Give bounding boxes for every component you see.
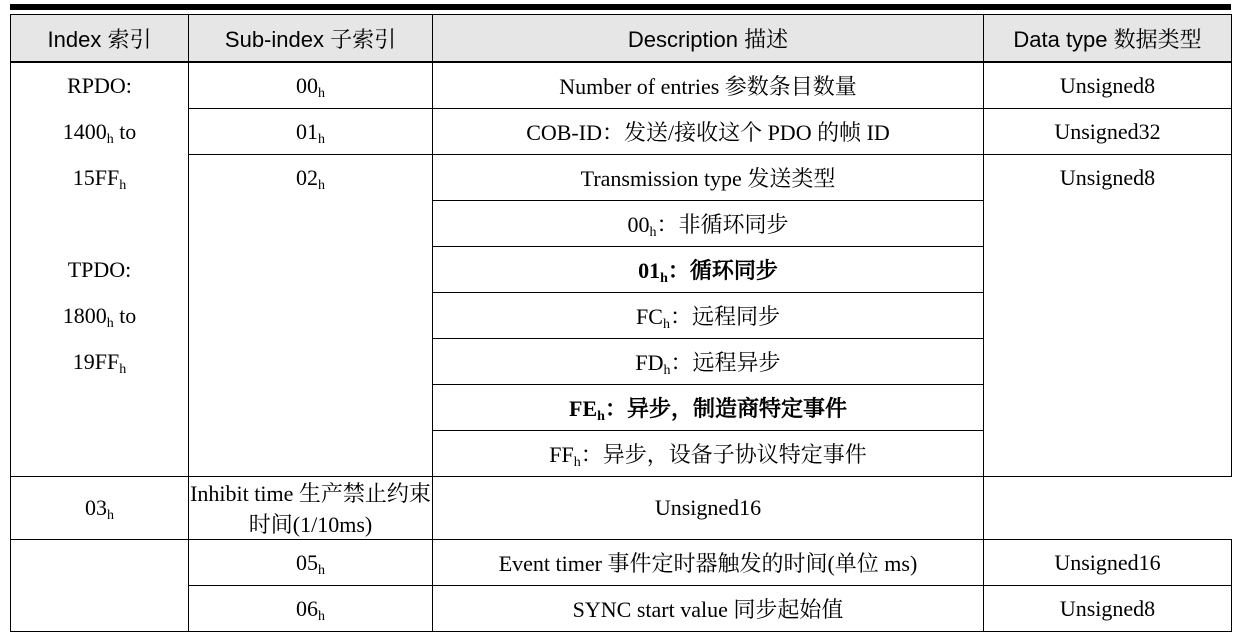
header-index: Index 索引 [11,15,189,63]
subindex-cell: $02_h$ [189,155,433,477]
description-cell: SYNC start value 同步起始值 [433,586,984,632]
rpdo-range-start: $1400_h$ to [62,119,137,147]
tpdo-range-end: $19FF_h$ [72,349,127,377]
index-cell [11,62,189,477]
rpdo-label: RPDO: [67,73,132,98]
header-row [11,15,1232,63]
transmission-option: $FE_h$：异步，制造商特定事件 [433,385,984,431]
datatype-cell: Unsigned8 [984,586,1232,632]
datatype-cell: Unsigned32 [984,109,1232,155]
header-description: Description 描述 [433,15,984,63]
table-row [11,540,1232,586]
subindex-cell: $01_h$ [189,109,433,155]
pdo-parameter-table [10,14,1232,632]
transmission-option: $FC_h$：远程同步 [433,293,984,339]
index-cell-empty [11,540,189,586]
tpdo-range-start: $1800_h$ to [62,303,137,331]
datatype-cell: Unsigned16 [433,477,984,540]
transmission-option: $FF_h$：异步，设备子协议特定事件 [433,431,984,477]
description-cell: Number of entries 参数条目数量 [433,62,984,109]
index-cell-empty [11,586,189,632]
transmission-option: $01_h$：循环同步 [433,247,984,293]
top-rule [10,4,1231,10]
rpdo-range-end: $15FF_h$ [72,165,127,193]
transmission-option: $00_h$：非循环同步 [433,201,984,247]
tpdo-label: TPDO: [67,257,132,282]
subindex-cell: $00_h$ [189,62,433,109]
datatype-cell: Unsigned8 [984,62,1232,109]
table-row [11,477,1232,540]
description-cell: COB-ID：发送/接收这个 PDO 的帧 ID [433,109,984,155]
table-row [11,109,1232,155]
datatype-cell: Unsigned8 [984,155,1232,477]
description-cell: Inhibit time 生产禁止约束时间(1/10ms) [189,477,433,540]
description-cell: Transmission type 发送类型 [433,155,984,201]
table-row [11,155,1232,201]
datatype-cell: Unsigned16 [984,540,1232,586]
header-subindex: Sub-index 子索引 [189,15,433,63]
subindex-cell: $05_h$ [189,540,433,586]
transmission-option: $FD_h$：远程异步 [433,339,984,385]
header-datatype: Data type 数据类型 [984,15,1232,63]
table-row [11,62,1232,109]
subindex-cell: $03_h$ [11,477,189,540]
table-row [11,586,1232,632]
subindex-cell: $06_h$ [189,586,433,632]
description-cell: Event timer 事件定时器触发的时间(单位 ms) [433,540,984,586]
